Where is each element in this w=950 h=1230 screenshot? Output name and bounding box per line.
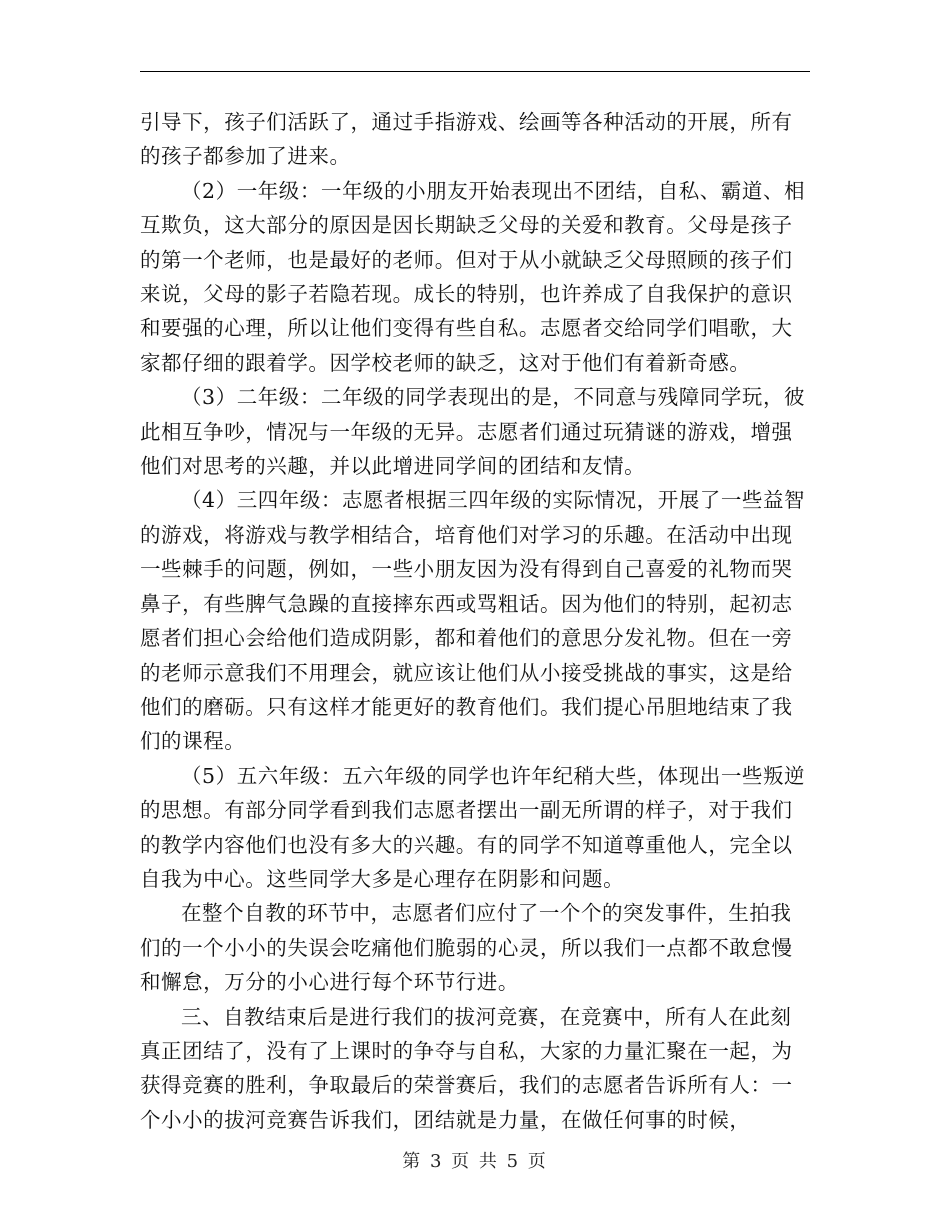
page-number-footer: 第 3 页 共 5 页	[402, 1151, 548, 1172]
paragraph-teaching-summary: 在整个自教的环节中，志愿者们应付了一个个的突发事件，生拍我们的一个小小的失误会吃痛他们脆弱的心灵，所以我们一点都不敢怠慢和懈怠，万分的小心进行每个环节行进。	[140, 901, 793, 995]
paragraph-grade-2: （3）二年级：二年级的同学表现出的是，不同意与残障同学玩，彼此相互争吵，情况与一年级的无异。志愿者们通过玩猜谜的游戏，增强他们对思考的兴趣，并以此增进同学间的团结和友情。	[140, 385, 806, 479]
paragraph-grade-3-4: （4）三四年级：志愿者根据三四年级的实际情况，开展了一些益智的游戏，将游戏与教学相结合，培育他们对学习的乐趣。在活动中出现一些棘手的问题，例如，一些小朋友因为没有得到自己喜爱的礼物而哭鼻子，有些脾气急躁的直接摔东西或骂粗话。因为他们的特别，起初志愿者们担心会给他们造成阴影，都和着他们的意思分发礼物。但在一旁的老师示意我们不用理会，就应该让他们从小接受挑战的事实，这是给他们的磨砺。只有这样才能更好的教育他们。我们提心吊胆地结束了我们的课程。	[140, 488, 806, 754]
document-body	[140, 105, 812, 1137]
paragraph-tug-of-war: 三、自教结束后是进行我们的拔河竞赛，在竞赛中，所有人在此刻真正团结了，没有了上课时的争夺与自私，大家的力量汇聚在一起，为获得竞赛的胜利，争取最后的荣誉赛后，我们的志愿者告诉所有人：一个小小的拔河竞赛告诉我们，团结就是力量，在做任何事的时候，	[140, 1004, 793, 1132]
paragraph-grade-1: （2）一年级：一年级的小朋友开始表现出不团结，自私、霸道、相互欺负，这大部分的原因是因长期缺乏父母的关爱和教育。父母是孩子的第一个老师，也是最好的老师。但对于从小就缺乏父母照顾的孩子们来说，父母的影子若隐若现。成长的特别，也许养成了自我保护的意识和要强的心理，所以让他们变得有些自私。志愿者交给同学们唱歌，大家都仔细的跟着学。因学校老师的缺乏，这对于他们有着新奇感。	[140, 178, 806, 375]
paragraph-grade-5-6: （5）五六年级：五六年级的同学也许年纪稍大些，体现出一些叛逆的思想。有部分同学看到我们志愿者摆出一副无所谓的样子，对于我们的教学内容他们也没有多大的兴趣。有的同学不知道尊重他人，完全以自我为中心。这些同学大多是心理存在阴影和问题。	[140, 763, 806, 891]
header-rule	[140, 71, 810, 72]
paragraph-intro-continuation: 引导下，孩子们活跃了，通过手指游戏、绘画等各种活动的开展，所有的孩子都参加了进来。	[140, 110, 793, 169]
